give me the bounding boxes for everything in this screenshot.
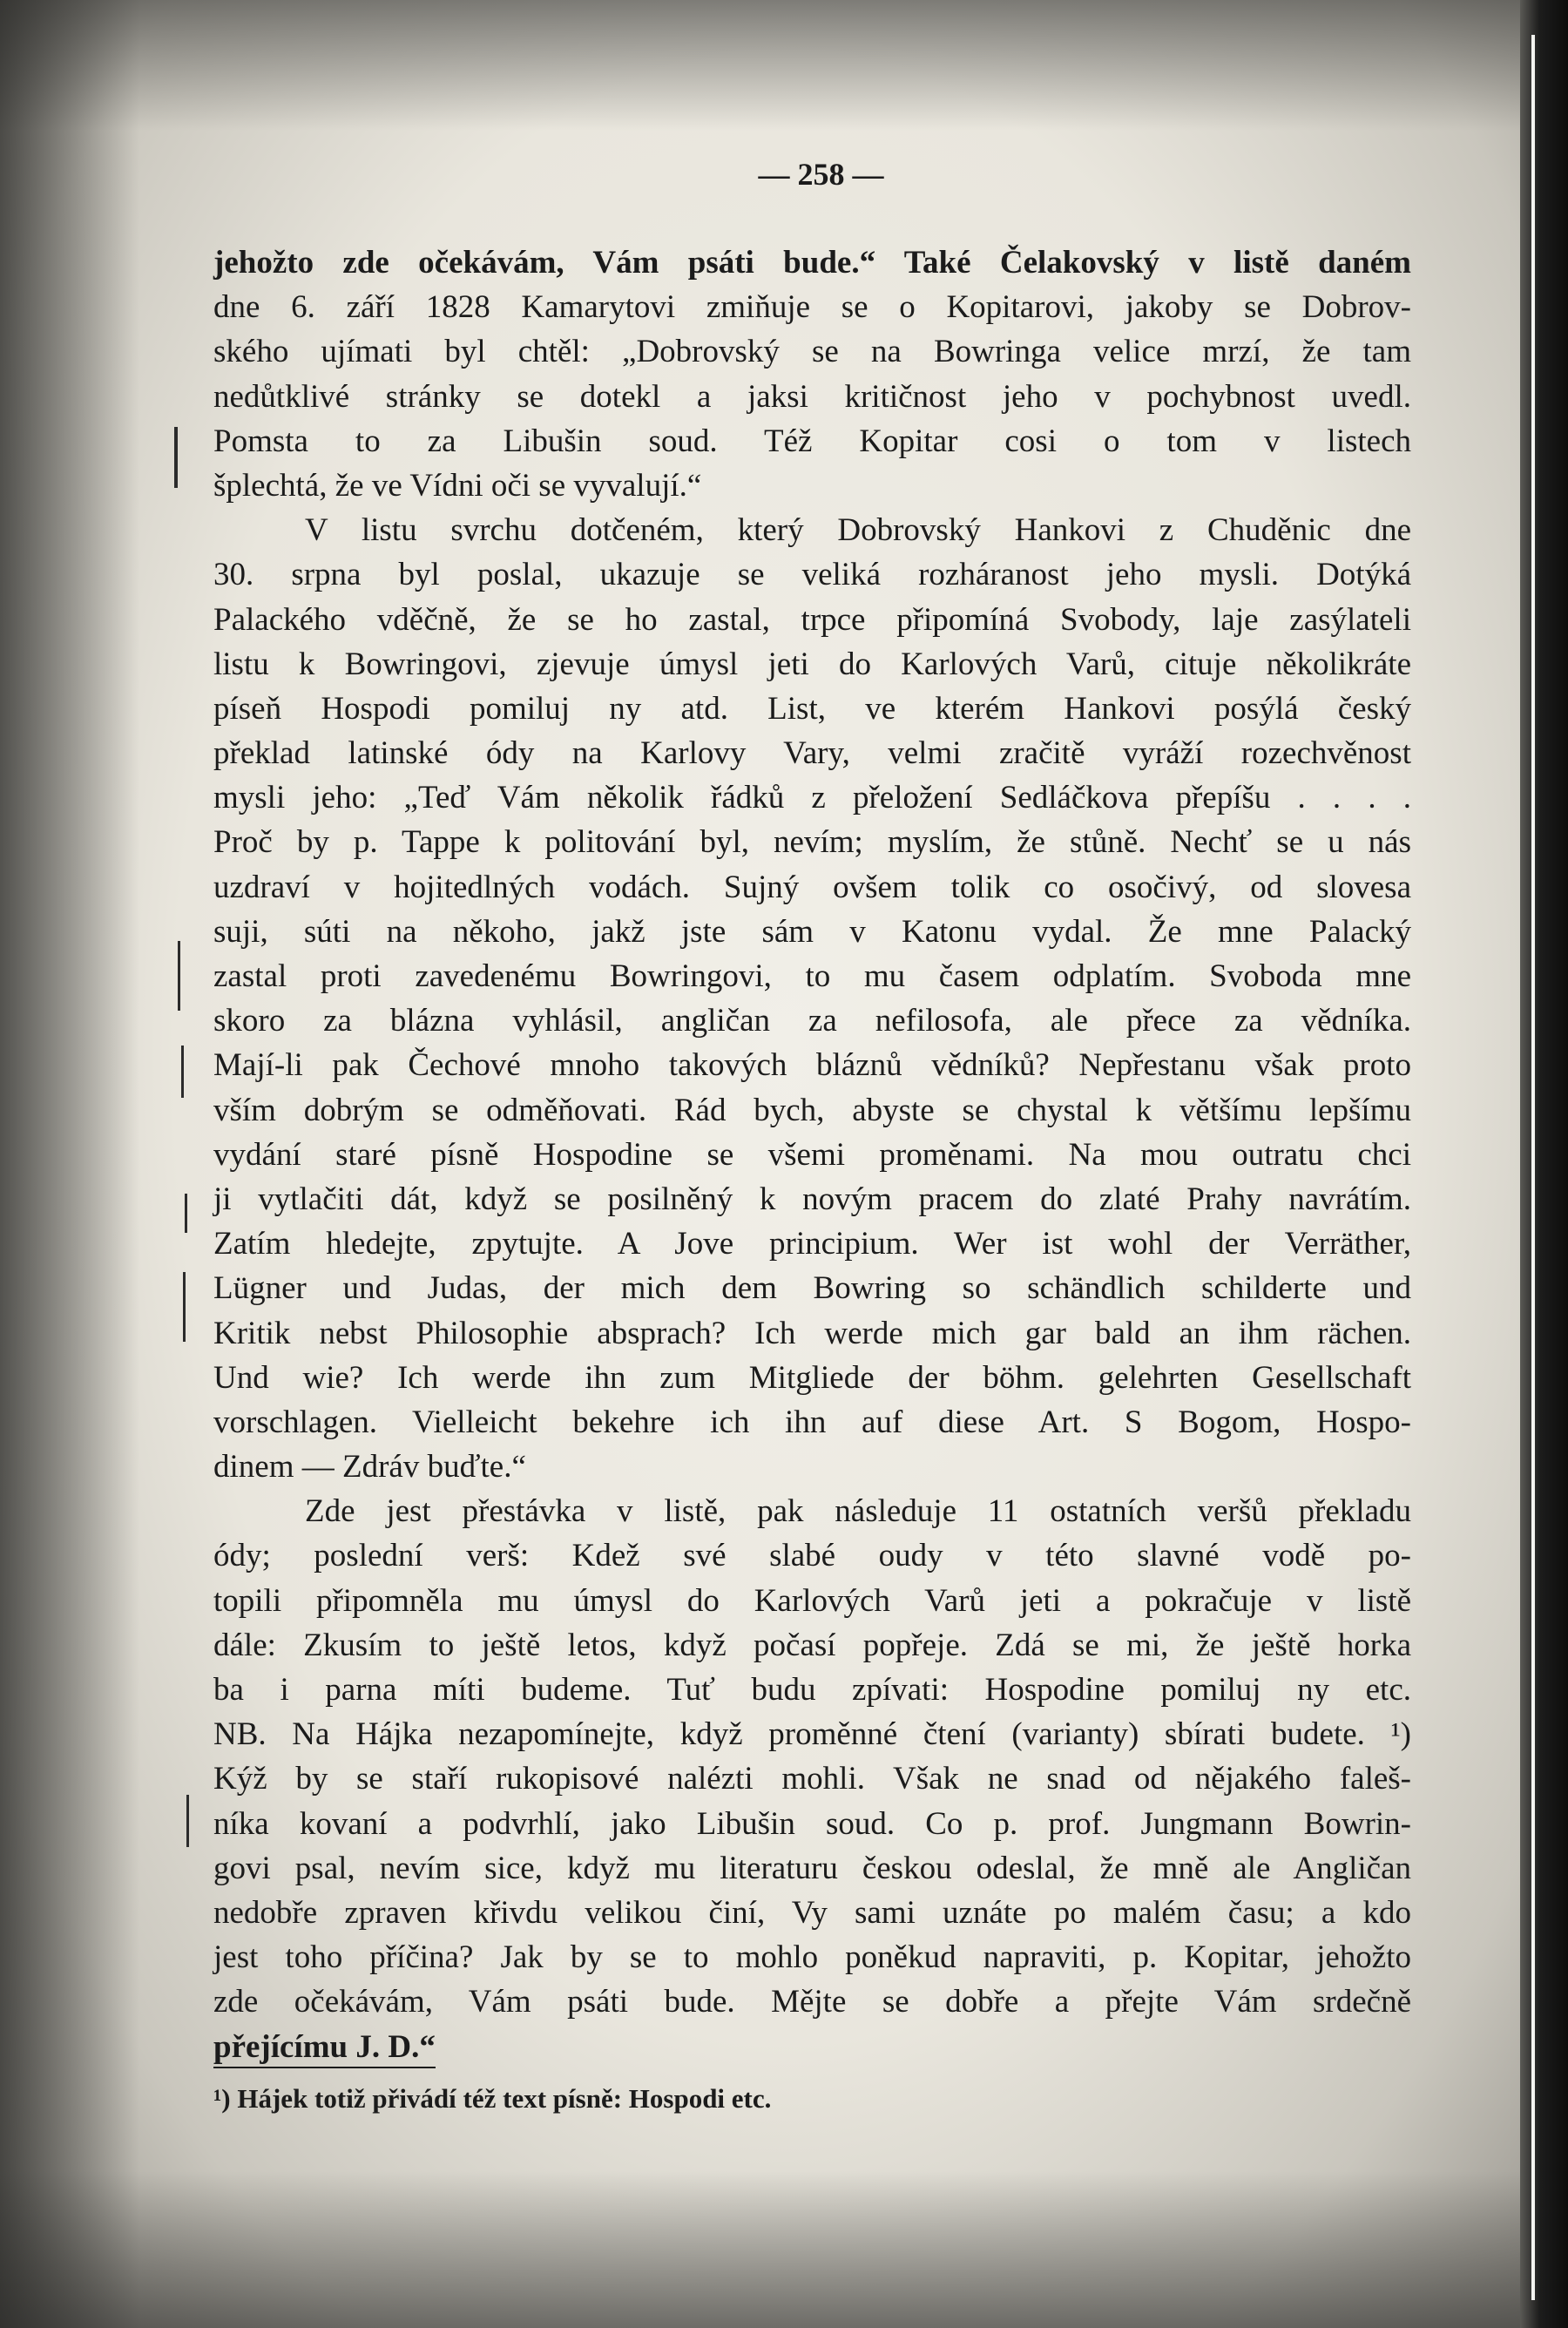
text-line: níka kovaní a podvrhlí, jako Libušin soud. Co p. prof. Jungmann Bowrin- [213, 1805, 1411, 1842]
text-line: vydání staré písně Hospodine se všemi proměnami. Na mou outratu chci [213, 1136, 1411, 1173]
text-line: listu k Bowringovi, zjevuje úmysl jeti do Karlových Varů, cituje několikráte [213, 646, 1411, 682]
margin-mark [178, 941, 180, 1011]
scan-shadow-top [0, 0, 1568, 131]
margin-mark [174, 427, 178, 488]
text-line: V listu svrchu dotčeném, který Dobrovský Hankovi z Chuděnic dne [305, 512, 1411, 549]
text-line: dne 6. září 1828 Kamarytovi zmiňuje se o Kopitarovi, jakoby se Dobrov- [213, 289, 1411, 326]
text-line: topili připomněla mu úmysl do Karlových Varů jeti a pokračuje v listě [213, 1582, 1411, 1619]
signature: přejícímu J. D.“ [213, 2028, 436, 2068]
margin-mark [185, 1194, 187, 1233]
text-line: Pomsta to za Libušin soud. Též Kopitar cosi o tom v listech [213, 423, 1411, 459]
margin-mark [181, 1046, 184, 1098]
margin-mark [186, 1795, 189, 1847]
text-line: skoro za blázna vyhlásil, angličan za nefilosofa, ale přece za vědníka. [213, 1003, 1411, 1039]
text-line: ji vytlačiti dát, když se posilněný k novým pracem do zlaté Prahy navrátím. [213, 1181, 1411, 1217]
text-line: ba i parna míti budeme. Tuť budu zpívati: Hospodine pomiluj ny etc. [213, 1672, 1411, 1708]
text-line: suji, súti na někoho, jakž jste sám v Katonu vydal. Že mne Palacký [213, 913, 1411, 950]
text-line: Und wie? Ich werde ihn zum Mitgliede der böhm. gelehrten Gesellschaft [213, 1359, 1411, 1396]
text-line: nedobře zpraven křivdu velikou činí, Vy sami uznáte po malém času; a kdo [213, 1894, 1411, 1931]
text-line: zde očekávám, Vám psáti bude. Mějte se dobře a přejte Vám srdečně [213, 1984, 1411, 2020]
text-line: dále: Zkusím to ještě letos, když počasí popřeje. Zdá se mi, že ještě horka [213, 1627, 1411, 1663]
text-line: nedůtklivé stránky se dotekl a jaksi kritičnost jeho v pochybnost uvedl. [213, 378, 1411, 415]
text-line: Proč by p. Tappe k politování byl, nevím; myslím, že stůně. Nechť se u nás [213, 824, 1411, 861]
signature-line [213, 2025, 1411, 2069]
text-line: překlad latinské ódy na Karlovy Vary, velmi zračitě vyráží rozechvěnost [213, 735, 1411, 772]
text-line: ského ujímati byl chtěl: „Dobrovský se na Bowringa velice mrzí, že tam [213, 334, 1411, 370]
document-page [213, 148, 1411, 2120]
text-line: Mají-li pak Čechové mnoho takových bláznů vědníků? Nepřestanu však proto [213, 1047, 1411, 1084]
text-line: vorschlagen. Vielleicht bekehre ich ihn auf diese Art. S Bogom, Hospo- [213, 1404, 1411, 1440]
book-edge [1520, 0, 1568, 2328]
text-line: 30. srpna byl poslal, ukazuje se veliká rozháranost jeho mysli. Dotýká [213, 557, 1411, 593]
text-line: Zatím hledejte, zpytujte. A Jove principium. Wer ist wohl der Verräther, [213, 1226, 1411, 1262]
scan-shadow-left [0, 0, 139, 2328]
text-line: dinem — Zdráv buďte.“ [213, 1449, 526, 1485]
text-line: Kýž by se staří rukopisové nalézti mohli. Však ne snad od nějakého faleš- [213, 1761, 1411, 1797]
page-number: — 258 — [758, 157, 884, 192]
text-line: Kritik nebst Philosophie absprach? Ich werde mich gar bald an ihm rächen. [213, 1315, 1411, 1351]
footnote: ¹) Hájek totiž přivádí též text písně: Hospodi etc. [213, 2082, 772, 2114]
margin-mark [183, 1272, 186, 1342]
text-line: jest toho příčina? Jak by se to mohlo poněkud napraviti, p. Kopitar, jehožto [213, 1939, 1411, 1976]
text-line: Lügner und Judas, der mich dem Bowring so schändlich schilderte und [213, 1270, 1411, 1307]
text-line: Zde jest přestávka v listě, pak následuje 11 ostatních veršů překladu [305, 1493, 1411, 1530]
text-line: zastal proti zavedenému Bowringovi, to mu časem odplatím. Svoboda mne [213, 958, 1411, 994]
text-line: NB. Na Hájka nezapomínejte, když proměnné čtení (varianty) sbírati budete. ¹) [213, 1716, 1411, 1753]
text-line: govi psal, nevím sice, když mu literaturu českou odeslal, že mně ale Angličan [213, 1850, 1411, 1886]
scan-shadow-bottom [0, 2171, 1568, 2328]
text-line: mysli jeho: „Teď Vám několik řádků z přeložení Sedláčkova přepíšu . . . . [213, 780, 1411, 816]
body-text [213, 240, 1411, 2025]
book-edge-line [1531, 35, 1535, 2300]
text-line: uzdraví v hojitedlných vodách. Sujný ovšem tolik co osočivý, od slovesa [213, 869, 1411, 905]
text-line: šplechtá, že ve Vídni oči se vyvalují.“ [213, 467, 702, 504]
text-line: ódy; poslední verš: Kdež své slabé oudy v této slavné vodě po- [213, 1538, 1411, 1574]
text-line: píseň Hospodi pomiluj ny atd. List, ve kterém Hankovi posýlá český [213, 690, 1411, 727]
text-line: jehožto zde očekávám, Vám psáti bude.“ Také Čelakovský v listě daném [213, 245, 1411, 281]
text-line: vším dobrým se odměňovati. Rád bych, abyste se chystal k většímu lepšímu [213, 1092, 1411, 1128]
text-line: Palackého vděčně, že se ho zastal, trpce připomíná Svobody, laje zasýlateli [213, 601, 1411, 638]
